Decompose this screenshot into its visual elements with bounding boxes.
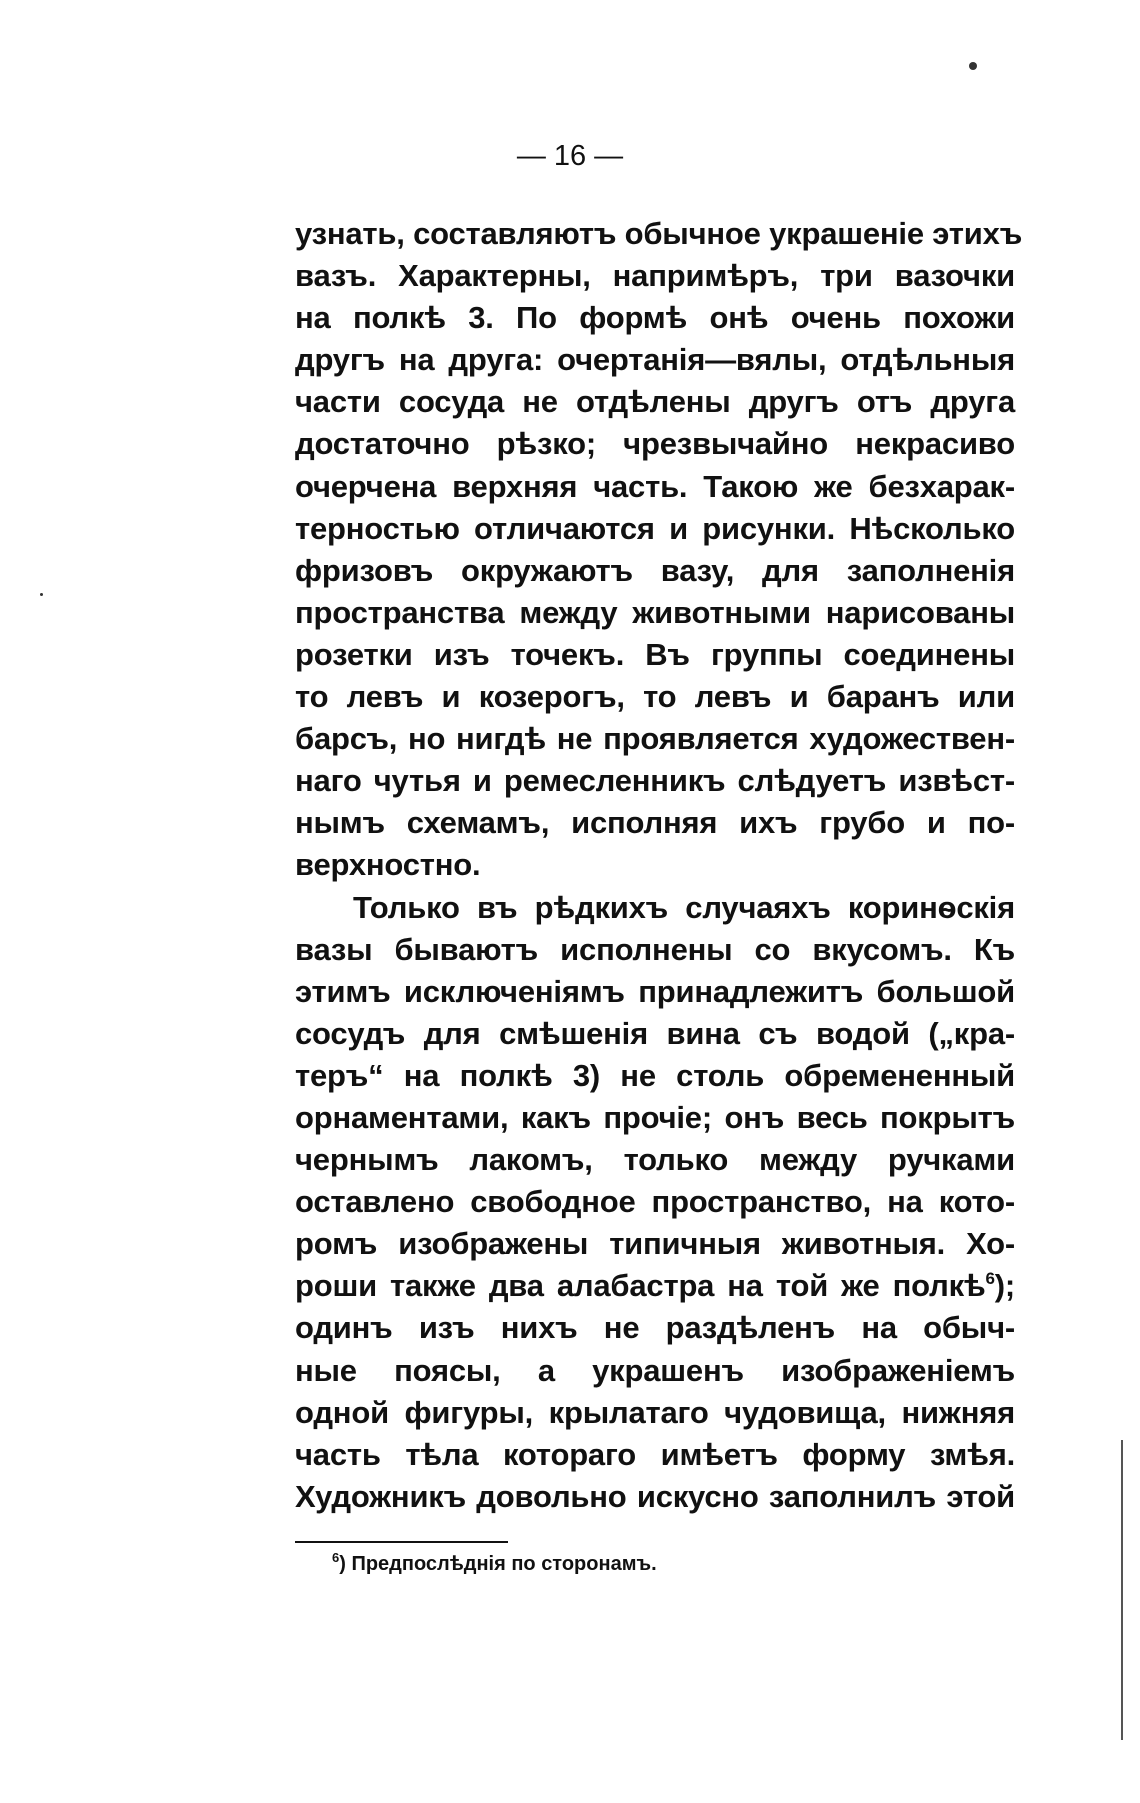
text-line: одной фигуры, крылатаго чудовища, нижняя — [295, 1394, 1015, 1430]
text-line: одинъ изъ нихъ не раздѣленъ на обыч- — [295, 1310, 1015, 1346]
text-line: наго чутья и ремесленникъ слѣдуетъ извѣст- — [295, 763, 1015, 799]
footnote-reference: 6 — [985, 1269, 995, 1289]
text-line: этимъ исключеніямъ принадлежитъ большой — [295, 973, 1015, 1009]
text-line: Художникъ довольно искусно заполнилъ этой — [295, 1478, 1015, 1514]
scan-speck — [969, 62, 977, 70]
text-line: терностью отличаются и рисунки. Нѣсколько — [295, 510, 1015, 546]
footnote — [332, 1550, 657, 1576]
text-line: теръ“ на полкѣ 3) не столь обремененный — [295, 1057, 1015, 1093]
footnote-text: ) Предпослѣднія по сторонамъ. — [339, 1553, 657, 1575]
footnote-divider — [295, 1541, 508, 1543]
text-line: вазы бываютъ исполнены со вкусомъ. Къ — [295, 931, 1015, 967]
text-line: другъ на друга: очертанія—вялы, отдѣльныя — [295, 342, 1015, 378]
page-number: — 16 — — [516, 140, 624, 172]
text-line: сосудъ для смѣшенія вина съ водой („кра- — [295, 1015, 1015, 1051]
text-line: достаточно рѣзко; чрезвычайно некрасиво — [295, 426, 1015, 462]
text-line: часть тѣла котораго имѣетъ форму змѣя. — [295, 1436, 1015, 1472]
text-line: фризовъ окружаютъ вазу, для заполненія — [295, 552, 1015, 588]
text-line: нымъ схемамъ, исполняя ихъ грубо и по- — [295, 805, 1015, 841]
text-line: Только въ рѣдкихъ случаяхъ коринѳскія — [353, 889, 1015, 925]
text-line: вазъ. Характерны, напримѣръ, три вазочки — [295, 258, 1015, 294]
text-line: на полкѣ 3. По формѣ онѣ очень похожи — [295, 300, 1015, 336]
text-line: оставлено свободное пространство, на кото- — [295, 1184, 1015, 1220]
text-line: пространства между животными нарисованы — [295, 594, 1015, 630]
footnote-marker: 6 — [332, 1550, 340, 1565]
text-line: верхностно. — [295, 847, 481, 883]
text-line: ные поясы, а украшенъ изображеніемъ — [295, 1352, 1015, 1388]
text-line: орнаментами, какъ прочіе; онъ весь покрытъ — [295, 1099, 1015, 1135]
text-line: то левъ и козерогъ, то левъ и баранъ или — [295, 679, 1015, 715]
scan-speck — [40, 593, 43, 596]
text-line: чернымъ лакомъ, только между ручками — [295, 1142, 1015, 1178]
text-line-content: роши также два алабастра на той же полкѣ — [295, 1268, 986, 1304]
text-line-suffix: ); — [994, 1268, 1015, 1304]
text-line: части сосуда не отдѣлены другъ отъ друга — [295, 384, 1015, 420]
text-line: розетки изъ точекъ. Въ группы соединены — [295, 636, 1015, 672]
text-line: барсъ, но нигдѣ не проявляется художествен- — [295, 721, 1015, 757]
text-line: ромъ изображены типичныя животныя. Хо- — [295, 1226, 1015, 1262]
scan-edge-line — [1121, 1440, 1123, 1740]
body-text — [295, 213, 1023, 1518]
text-line: очерчена верхняя часть. Такою же безхарак- — [295, 468, 1015, 504]
text-line-with-footnote-ref — [295, 1265, 1015, 1307]
text-line: узнать, составляютъ обычное украшеніе этихъ — [295, 216, 1023, 251]
